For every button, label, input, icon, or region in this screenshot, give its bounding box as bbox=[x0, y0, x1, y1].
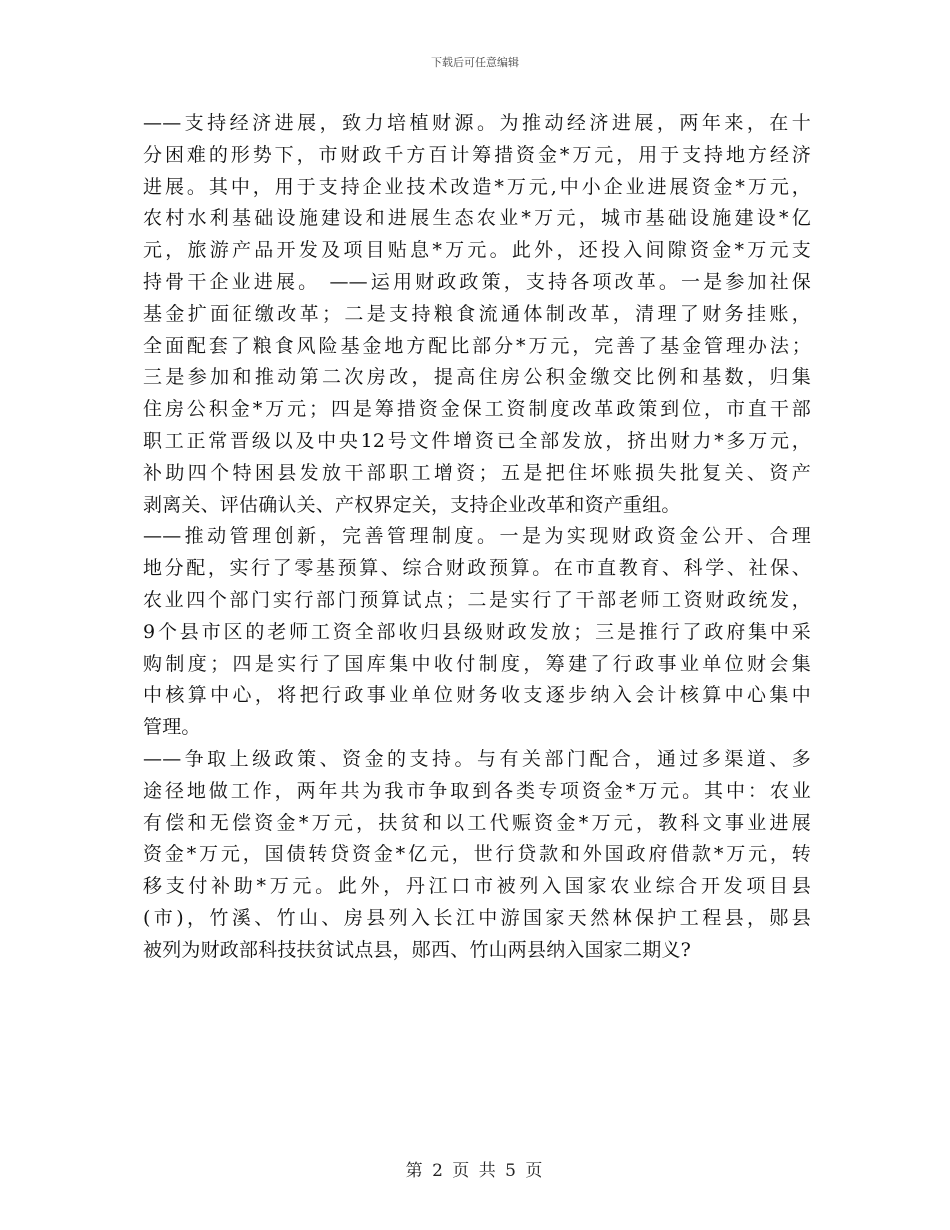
body-line: ——支持经济进展，致力培植财源。为推动经济进展，两年来，在十 bbox=[143, 112, 811, 134]
body-line: 住房公积金*万元；四是筹措资金保工资制度改革政策到位，市直干部 bbox=[143, 398, 811, 421]
body-line: 剥离关、评估确认关、产权界定关，支持企业改革和资产重组。 bbox=[143, 493, 681, 516]
body-line: 地分配，实行了零基预算、综合财政预算。在市直教育、科学、社保、 bbox=[143, 557, 811, 580]
body-line: 职工正常晋级以及中央12号文件增资已全部发放，挤出财力*多万元， bbox=[143, 429, 811, 452]
body-line: 农业四个部门实行部门预算试点；二是实行了干部老师工资财政统发， bbox=[143, 588, 811, 611]
body-line: 基金扩面征缴改革；二是支持粮食流通体制改革，清理了财务挂账， bbox=[143, 302, 811, 325]
body-line: 持骨干企业进展。 ——运用财政政策，支持各项改革。一是参加社保 bbox=[143, 270, 811, 293]
body-line: 进展。其中，用于支持企业技术改造*万元,中小企业进展资金*万元， bbox=[143, 175, 811, 198]
page-footer: 第 2 页 共 5 页 bbox=[405, 1161, 545, 1181]
body-line: 9个县市区的老师工资全部收归县级财政发放；三是推行了政府集中采 bbox=[143, 620, 811, 643]
body-line: 移支付补助*万元。此外，丹江口市被列入国家农业综合开发项目县 bbox=[143, 875, 811, 898]
body-line: 元，旅游产品开发及项目贴息*万元。此外，还投入间隙资金*万元支 bbox=[143, 239, 811, 262]
body-line: 有偿和无偿资金*万元，扶贫和以工代赈资金*万元，教科文事业进展 bbox=[143, 811, 811, 834]
body-line: 分困难的形势下，市财政千方百计筹措资金*万元，用于支持地方经济 bbox=[143, 143, 811, 166]
body-line: 补助四个特困县发放干部职工增资；五是把住坏账损失批复关、资产 bbox=[143, 461, 811, 484]
body-line: ——争取上级政策、资金的支持。与有关部门配合，通过多渠道、多 bbox=[143, 747, 811, 770]
body-line: 中核算中心，将把行政事业单位财务收支逐步纳入会计核算中心集中 bbox=[143, 684, 811, 707]
body-line: 管理。 bbox=[143, 716, 201, 739]
body-line: (市)，竹溪、竹山、房县列入长江中游国家天然林保护工程县，郧县 bbox=[143, 906, 811, 929]
body-line: 被列为财政部科技扶贫试点县，郧西、竹山两县纳入国家二期义? bbox=[143, 938, 691, 961]
document-body bbox=[143, 108, 811, 967]
page-header: 下载后可任意编辑 bbox=[431, 56, 519, 69]
body-line: 购制度；四是实行了国库集中收付制度，筹建了行政事业单位财会集 bbox=[143, 652, 811, 675]
body-line: 农村水利基础设施建设和进展生态农业*万元，城市基础设施建设*亿 bbox=[143, 207, 811, 230]
body-line: 全面配套了粮食风险基金地方配比部分*万元，完善了基金管理办法； bbox=[143, 334, 811, 357]
body-line: 三是参加和推动第二次房改，提高住房公积金缴交比例和基数，归集 bbox=[143, 366, 811, 389]
body-line: 途径地做工作，两年共为我市争取到各类专项资金*万元。其中：农业 bbox=[143, 779, 811, 802]
body-line: 资金*万元，国债转贷资金*亿元，世行贷款和外国政府借款*万元，转 bbox=[143, 843, 811, 866]
body-line: ——推动管理创新，完善管理制度。一是为实现财政资金公开、合理 bbox=[143, 525, 811, 548]
